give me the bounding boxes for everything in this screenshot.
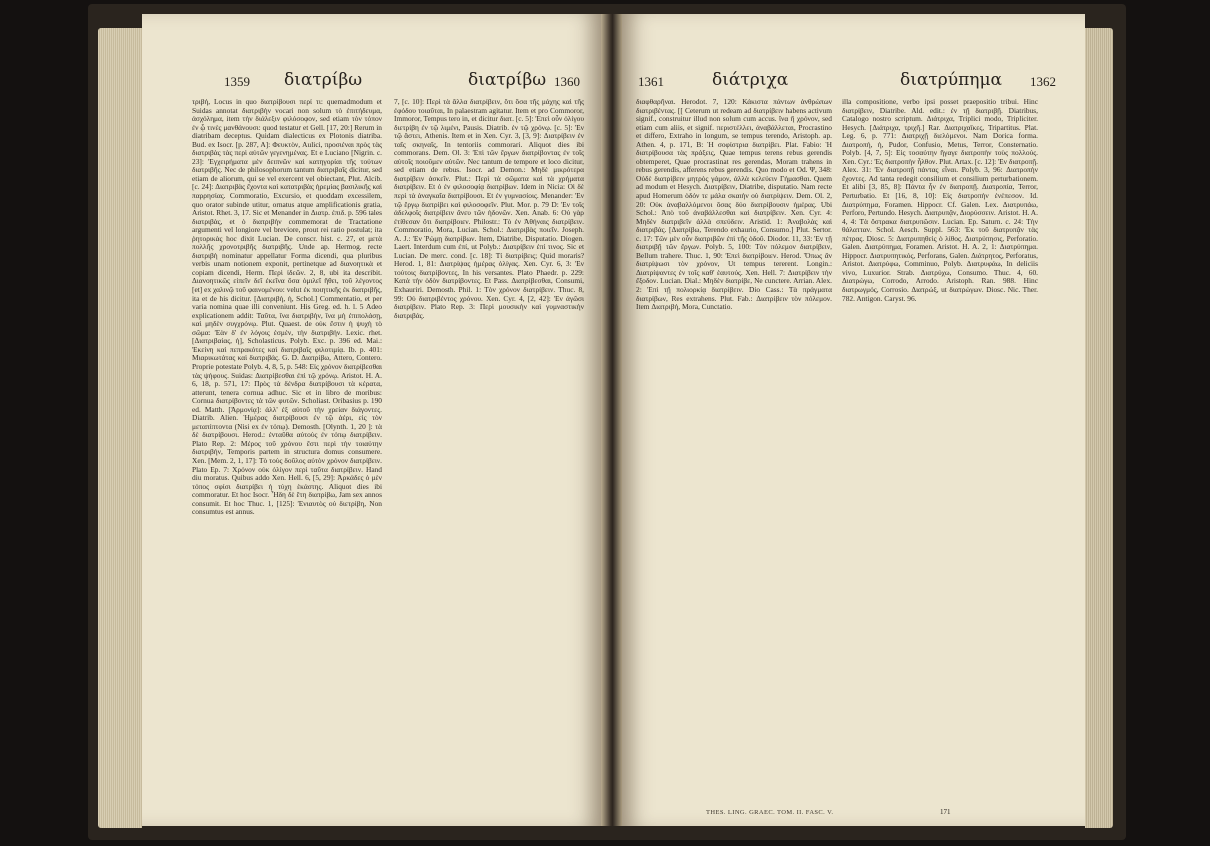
page-number-inner: 1361 [638, 74, 664, 89]
left-page-edges [98, 28, 142, 828]
signature-line: THES. LING. GRAEC. TOM. II. FASC. V. [706, 809, 834, 816]
signature-number: 171 [940, 808, 951, 816]
right-page [622, 14, 1085, 826]
right-page-column-2 [842, 98, 1038, 798]
left-page [142, 14, 601, 826]
page-number-outer: 1359 [224, 74, 250, 89]
running-headword-left: διατρίβω [284, 70, 363, 90]
running-headword-right: διατρύπημα [900, 70, 1002, 90]
column-text: 7, [c. 10]: Περὶ τὰ ἄλλα διατρίβειν, ὅτι ὅσα τῆς μάχης καὶ τῆς ἐφόδου τοιαῦται, In palaestram agitatur. Item et pro Commoror, Immoror, Tempus tero in, et dicitur διατ. [c. 5]: Ἐπεὶ οὖν ὀλίγου διετρίβη ἐν τῷ λιμένι, Pausis. Diatrib. ἐν τῷ χρόνῳ. [c. 5]: Ἐν τῷ ἄστει, Athenis. Item et in Xen. Cyr. 3, [3, 9]: Διατρίβειν ἐν ταῖς σκηναῖς, In tentoriis commorari. Aliquot dies ibi commorans. Dem. Ol. 3: Ἐπὶ τῶν ἔργων διατρίβοντας ἐν τοῖς αὐτοῖς ποιοῦμεν αὐτῶν. Nec tantum de tempore et loco dicitur, sed etiam de rebus. Isocr. ad Demon.: Μηδὲ μικρότερα διατρίβειν ἀσκεῖν. Plut.: Περὶ τὰ σῶματα καὶ τὰ χρήματα διατρίβειν. Et ὁ ἐν φιλοσοφίᾳ διατρίβων. Idem in Nicia: Οἱ δὲ περὶ τὰ ἀναγκαῖα διατρίβουσι. Et ἐν γυμνασίοις. Menander: Ἐν τῷ ἔργῳ διατρίβει καὶ φιλοσοφεῖν. Plut. Mor. p. 79 D: Ἐν τοῖς ἀδελφοῖς διατρίβειν ἄνευ τῶν ἡδονῶν. Xen. Anab. 6: Οὐ γὰρ ἐτίθεσαν ὅτι διατρίβοιεν. Philostr.: Τὸ ἐν Ἀθήναις διατρίβειν. Commoratio, Mora, Lucian. Schol.: Διατριβὰς ποιεῖν. Joseph. A. J.: Ἐν Ῥώμῃ διατρίβων. Item, Diatribe, Disputatio. Diogen. Laert. Interdum cum ἐπί, ut Polyb.: Διατρίβειν ἐπί τινος. Sic et Lucian. De merc. cond. [c. 18]: Τί διατρίβεις; Quid moraris? Herod. 1, 81: Διατρίψας ἡμέρας ὀλίγας. Xen. Cyr. 6, 3: Ἐν τούτοις διατρίβοντες, In his versantes. Plato Phaedr. p. 229: Κατὰ τὴν ὁδὸν διατρίβοντες. Et Pass. Διατρίβεσθαι, Consumi, Exhauriri. Demosth. Phil. 1: Τὸν χρόνον διατρίβειν. Thuc. 8, 99: Οὐ διατριβέντος χρόνου. Xen. Cyr. 4, [2, 42]: Ἐν ἀγῶσι διατρίβειν. Plato Rep. 3: Περὶ μουσικὴν καὶ γυμναστικὴν διατριβάς. [394, 98, 584, 320]
page-number-outer: 1362 [1030, 74, 1056, 89]
right-page-column-1 [636, 98, 832, 798]
left-page-column-2 [394, 98, 584, 798]
column-text: illa compositione, verbo ipsi posset praepositio tribui. Hinc διατρίβειν, Diatribe. Ald. edit.: ἐν τῇ διατριβῇ. Diatribus, Catalogo nostro scriptum. Διάτριχα, Triplici modo, Tripliciter. Hesych. [Διάτριχα, τριχῆ.] Rar. Διατριχαΐκες, Tripartitus. Plat. Leg. 6, p. 771: Διατριχῇ διελόμενοι. Nam Dorica forma. Διατροπή, ἡ, Pudor, Confusio, Metus, Terror, Consternatio. Polyb. [4, 7, 5]: Εἰς τοσαύτην ἤγαγε διατροπὴν τοὺς πολλούς. Xen. Cyr.: Ἐς διατροπὴν ἦλθον. Plut. Artax. [c. 12]: Ἐν διατροπῇ. Alex. 31: Ἐν διατροπῇ πάντας εἶναι. Polyb. 3, 96: Διατροπὴν ἔχοντες. Ad tanta redegit consilium et consilium perturbationem. Et alibi [3, 85, 8]: Πάντα ἦν ἐν διατροπῇ. Διατροπία, Terror, Perturbatio. Et [16, 8, 10]: Εἰς διατροπὴν ἐνέπεσον. Id. Διατρύπημα, Foramen. Hippocr. Cf. Galen. Lex. Διατρυπάω, Perforo, Pertundo. Hesych. Διατρυπᾷν, Διορύσσειν. Aristot. H. A. 4, 4: Τὰ ὄστρακα διατρυπῶσιν. Lucian. Ep. Saturn. c. 24: Τὴν θάλατταν. Schol. Aesch. Suppl. 563: Ἐκ τοῦ διατρυπᾷν τὰς πέτρας. Diosc. 5: Διατρυπηθεὶς ὁ λίθος. Διατρύπησις, Perforatio. Galen. Διατρύπημα, Foramen. Aristot. H. A. 2, 1: Διατρύπημα. Hippocr. Διατρυπητικός, Perforans, Galen. Διάτρητος, Perforatus, Aristot. Διατρύφω, Comminuo, Polyb. Διατρυφάω, In deliciis vivo, Luxurior. Strab. Διατρύχω, Consumo. Thuc. 4, 60. Διατρώγω, Corrodo, Arrodo. Aristoph. Ran. 988. Hinc διατρωγμός, Corrosio. Διατρώξ, ut διατρώγων. Diosc. Nic. Ther. 782. Antigon. Caryst. 96. [842, 98, 1038, 303]
running-headword-left: διάτριχα [712, 70, 789, 90]
book-gutter [601, 14, 622, 826]
column-text: διαφθαρῆναι. Herodot. 7, 120: Κάκιστα πάντων ἀνθρώπων διατριβέντας. [[ Ceterum ut redeam ad διατρίβειν habens activum signif., construitur illud non solum cum accus. ἵνα ἢ χρόνον, sed etiam cum aliis, et signif. περιστέλλει, ἀναβάλλεται, Procrastino et differo, Extraho in longum, se tempus terendo, Aristoph. ap. Athen. 4, p. 171, B: Ἡ σοφίστρια διατρίβει. Plat. Fabio: Ἡ διατρίβουσα τὰς πράξεις, Quae tempus terens rebus gerendis obtemperet, Quae procrastinat res gerendas, Moram trahens in rebus gerendis, afferens rebus gerendis. Quo modo et Od. Ψ, 348: Οὐδὲ διατρίβειν μητρὸς γάμον, ἀλλὰ κελεύειν Γήμασθαι. Quem ad modum et Hesych. Διατρίβειν, Diatribe, disputatio. Nam recte apud Homerum ὁδόν τε μάλα σκαιὴν οὐ διατρίψειν. Dem. Ol. 2, 20: Οὐκ ἀναβαλλόμενοι ὅσας δύο διατρίβουσιν ἡμέρας. Ubi Schol.: Ἀπὸ τοῦ ἀναβάλλεσθαι καὶ διατρίβειν. Xen. Cyr. 4: Μηδὲν διατριβεῖν ἀλλὰ σπεύδειν. Aristid. 1: Ἀναβολὰς καὶ διατριβάς. [Διατρίβω, Terendo exhaurio, Consumo.] Plut. Sertor. c. 17: Τῶν μὲν οὖν διατριβῶν ἐπὶ τῆς ὁδοῦ. Diodor. 11, 33: Ἐν τῇ διατριβῇ τῶν ἔργων. Polyb. 5, 100: Τὸν πόλεμον διατρίβειν, Bellum trahere. Thuc. 1, 90: Ἐπεὶ διατρίβοιεν. Herod. Ὅπως ἂν διατρίψωσι τὸν χρόνον, Ut tempus tererent. Longin.: Διατρίψαντες ἐν τοῖς καθ' ἑαυτούς. Xen. Hell. 7: Διατρίβειν τὴν ἔξοδον. Lucian. Dial.: Μηδὲν διατρίβε, Ne cunctere. Arrian. Alex. 2: Ἐπὶ τῇ πολιορκίᾳ διατρίβειν. Dio Cass.: Τὰ πράγματα διατρίβων, Res extrahens. Plut. Fab.: Διατρίβειν τὸν πόλεμον. Item Διατριβή, Mora, Cunctatio. [636, 98, 832, 312]
column-text: τριβή, Locus in quo διατρίβουσι περί τι: quemadmodum et Suidas annotat διατριβὴν vocari non solum τὸ ἐπιτήδευμα, ἀσχόλημα, item τὴν διάλεξιν φιλόσοφον, sed etiam τὸν τόπον ἐν ᾧ τινὲς μανθάνουσι: quod testatur et Gell. [17, 20:] Rerum in diatribam deceptus. Quidam dialecticus ex Plotonis diatriba. Bud. ex Isocr. [p. 287, A]: Φευκτὸν, Aulici, προσιέναι πρὸς τὰς διατριβὰς τὰς περὶ αὐτῶν γεγενημένας. Et e Luciano [Nigrin. c. 23]: Ἐγχειρήματα μὲν δειπνῶν καὶ κατηγορίαι τῆς τούτων διατριβῆς. Nec de philosophorum tantum διατριβαῖς dicitur, sed etiam de aliorum, qui se vel exercent vel obiectant, Plut. Alcib. [c. 24]: Διατριβὰς ἔχοντα καὶ κατατριβὰς ἡρεμίας βασιλικῆς καὶ παρρησίας. Commoratio, Excursio, et quoddam excessilem, quo orator subinde utitur, ornatus atque amplificationis gratia, Aristot. Rhet. 3, 17. Sic et Menander in Διατρ. ἐπιδ. p. 596 tales διατριβὰς, et ὁ διατριβὴν commemorat de Tractatione argumenti vel longiore vel breviore, prout rei ratio postulat; ita ῥητορικὰς hoc dixit Lucian. De conscr. hist. c. 27, et μετὰ πολλῆς χρονοτριβῆς διατριβῆς. Unde ap. Hermog. recte διατριβὴ nominatur appellatur Forma dicendi, qua pluribus verbis unam notionem exponit, pertinetque ad διανοητικὰ et copiam dicendi, Herm. Περὶ ἰδεῶν. 2, 8, ubi ita describit. Διανοητικῶς εἰπεῖν δεῖ ἐκεῖνα ὅσα ὁμιλεῖ ἤθει, τοῦ λέγοντος [et] ex χαλινῷ τοῦ φαινομένου: velut ἐκ ποιητικῆς ἐκ διατριβῆς, ita et de his dicitur. [Διατριβὴ, ἡ, Schol.] Commentatio, et per varia nomina quae illi conveniunt. His Greg. ed. h. l. 5 Adeo explicationem addit: Ταῦτα, ἵνα διατριβὴν, ἵνα μὴ ἐπιπολάσῃ, καὶ μηδὲν συγχρόνῳ. Plut. Quaest. de οὐκ ἔστιν ἡ ψυχὴ τὸ σῶμα: Ἐὰν δ' ἐν λόγοις ἐσμὲν, τὴν διατριβήν. Lexic. rhet. [Διατριβαίας, ἡ], Scholasticus. Polyb. Exc. p. 396 ed. Mai.: Ἐκείνη καὶ πεπρακότες καὶ διατριβαῖς φιλοτιμίᾳ. Ib. p. 401: Μιαρικωτάτας καὶ διατριβάς. G. D. Διατρίβω, Attero, Contero. Proprie potestate Polyb. 4, 8, 5, p. 548: Εἰς χρόνον διατρίβεσθαι τὰς ψήφους. Suidas: Διατρίβεσθαι ἐπὶ τῷ χρόνῳ. Aristot. H. A. 6, 18, p. 571, 17: Πρὸς τὰ δένδρα διατρίβουσι τὰ κέρατα, atterunt, tenera cornua adhuc. Sic et in libro de moribus: Cornua διατρίβοντες τὰ τῶν φυτῶν. Scholiast. Oribasius p. 190 ed. Matth. [Ἀρμονίᾳ]: ἀλλ' ἐξ αὐτοῦ τὴν χρείαν διάγοντες. Diatrib. Alien. Ἡμέρας διατρίβουσι ἐν τῷ ἀέρι, εἰς τὸν μεταπίπτοντα (Nisi ex ἐν τόπῳ). Demosth. [Olynth. 1, 20 ]: τὰ δὲ διατρίβουσι. Herod.: ἐνταῦθα αὐτοὺς ἐν τόπῳ διατρίβειν. Plato Rep. 2: Μέρος τοῦ χρόνου ἔστι περὶ τὴν τοιαύτην διατριβήν, Temporis partem in structura domus consumere. Xen. [Mem. 2, 1, 17]: Τὸ τοὺς δοῦλος αὐτὸν χρόνον διατρίβειν. Plato Ep. 7: Χρόνον οὐκ ὀλίγον περὶ ταῦτα διατρίβειν. Hand diu moratus. Quibus addo Xen. Hell. 6, [5, 29]: Ἀρκάδες ὁ μὲν τόπος σφίσι διατρίβει ἡ τύχη ἑκάστης. Aliquot dies ibi commoratur. Et hoc Isocr. Ἦδη δὲ ἔτη διατρίβω, Jam sex annos consumit. Et hoc Thuc. 1, [125]: Ἐνιαυτὸς οὐ διετρίβη, Non consumtus est annus. [192, 98, 382, 517]
right-page-header [622, 70, 1085, 94]
running-headword-right: διατρίβω [468, 70, 547, 90]
left-page-header [142, 70, 601, 94]
page-number-inner: 1360 [554, 74, 580, 89]
left-page-column-1 [192, 98, 382, 798]
right-page-edges [1085, 28, 1113, 828]
